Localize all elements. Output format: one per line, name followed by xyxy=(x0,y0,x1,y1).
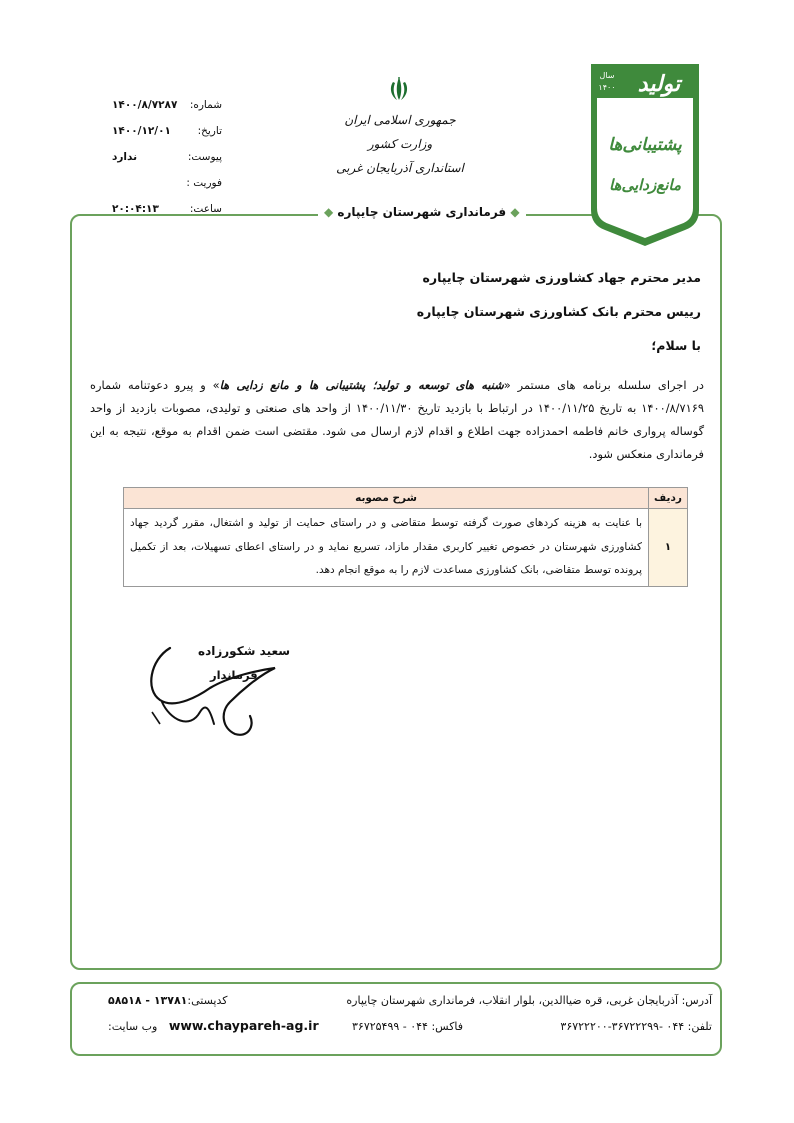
badge-line2: مانع‌زدایی‌ها xyxy=(608,176,682,194)
signer-role: فرماندار xyxy=(210,668,258,682)
greeting: با سلام؛ xyxy=(651,338,701,353)
signer-name: سعید شکورزاده xyxy=(198,644,291,658)
row-index: ۱ xyxy=(649,509,688,587)
recipient-1: مدیر محترم جهاد کشاورزی شهرستان چایپاره xyxy=(422,270,701,285)
meta-urgency: فوریت : xyxy=(186,177,222,189)
footer-postal: کدپستی:۱۳۷۸۱ - ۵۸۵۱۸ xyxy=(108,994,228,1007)
table-row xyxy=(124,509,688,587)
footer-contact xyxy=(70,982,722,1056)
iran-emblem-icon xyxy=(386,76,412,102)
footer-fax: فاکس: ۰۴۴ - ۳۶۷۲۵۴۹۹ xyxy=(352,1020,464,1033)
col-desc-header: شرح مصوبه xyxy=(124,488,649,509)
slogan-text: شنبه های توسعه و تولید؛ پشتیبانی ها و مانع زدایی ها xyxy=(219,378,504,392)
footer-address: آدرس: آذربایجان غربی، قره ضیاالدین، بلوار انقلاب، فرمانداری شهرستان چایپاره xyxy=(346,994,712,1007)
badge-title: تولید xyxy=(637,71,681,97)
badge-line1: پشتیبانی‌ها xyxy=(608,135,682,155)
letter-body: در اجرای سلسله برنامه های مستمر «شنبه های توسعه و تولید؛ پشتیبانی ها و مانع زدایی ها» و پیرو دعوتنامه شماره ۱۴۰۰/۸/۷۱۶۹ به تاریخ ۱۴۰۰/۱۱/۲۵ در ارتباط با بازدید تاریخ ۱۴۰۰/۱۱/۳۰ از واحد های صنعتی و تولیدی، مصوبات بازدید از واحد گوساله پرواری خانم فاطمه احمدزاده جهت اطلاع و اقدام لازم ارسال می شود. مقتضی است ضمن اقدام به موقع، نتیجه به این فرمانداری منعکس شود. xyxy=(90,378,704,461)
ministry-line-interior: وزارت کشور xyxy=(367,137,433,151)
website-link[interactable]: www.chaypareh-ag.ir xyxy=(168,1018,319,1033)
letter-meta xyxy=(112,92,222,222)
badge-year: ۱۴۰۰ xyxy=(598,83,616,92)
footer-phone: تلفن: ۰۴۴ -۳۶۷۲۲۲۹۹-۳۶۷۲۲۲۰۰ xyxy=(560,1020,712,1033)
letter-frame xyxy=(70,214,722,970)
badge-sub: سال xyxy=(599,71,615,80)
resolutions-table xyxy=(123,487,688,587)
meta-number: شماره: ۱۴۰۰/۸/۷۲۸۷ xyxy=(112,99,222,111)
ministry-heading xyxy=(300,108,500,180)
meta-attachment: پیوست: ندارد xyxy=(112,151,222,163)
col-index-header: ردیف xyxy=(649,488,688,509)
ministry-line-province: استانداری آذربایجان غربی xyxy=(336,161,464,175)
meta-date: تاریخ: ۱۴۰۰/۱۲/۰۱ xyxy=(112,125,222,137)
recipient-2: رییس محترم بانک کشاورزی شهرستان چایپاره xyxy=(416,304,701,319)
frame-title: ◆ فرمانداری شهرستان چایپاره ◆ xyxy=(318,205,526,219)
year-slogan-badge xyxy=(585,60,705,250)
meta-time: ساعت: ۲۰:۰۴:۱۳ xyxy=(112,203,222,215)
ministry-line-republic: جمهوری اسلامی ایران xyxy=(344,113,456,127)
footer-website: www.chaypareh-ag.ir وب سایت: xyxy=(108,1018,319,1033)
table-header-row xyxy=(124,488,688,509)
row-text: با عنایت به هزینه کردهای صورت گرفته توسط متقاضی و در راستای حمایت از تولید و اشتغال، مقرر گردید جهاد کشاورزی شهرستان در خصوص تغییر کاربری مقدار مازاد، تسریع نماید و در راستای اعطای تسهیلات، بعد از تکمیل پرونده توسط متقاضی، بانک کشاورزی مساعدت لازم را به موقع انجام دهد. xyxy=(124,509,649,587)
